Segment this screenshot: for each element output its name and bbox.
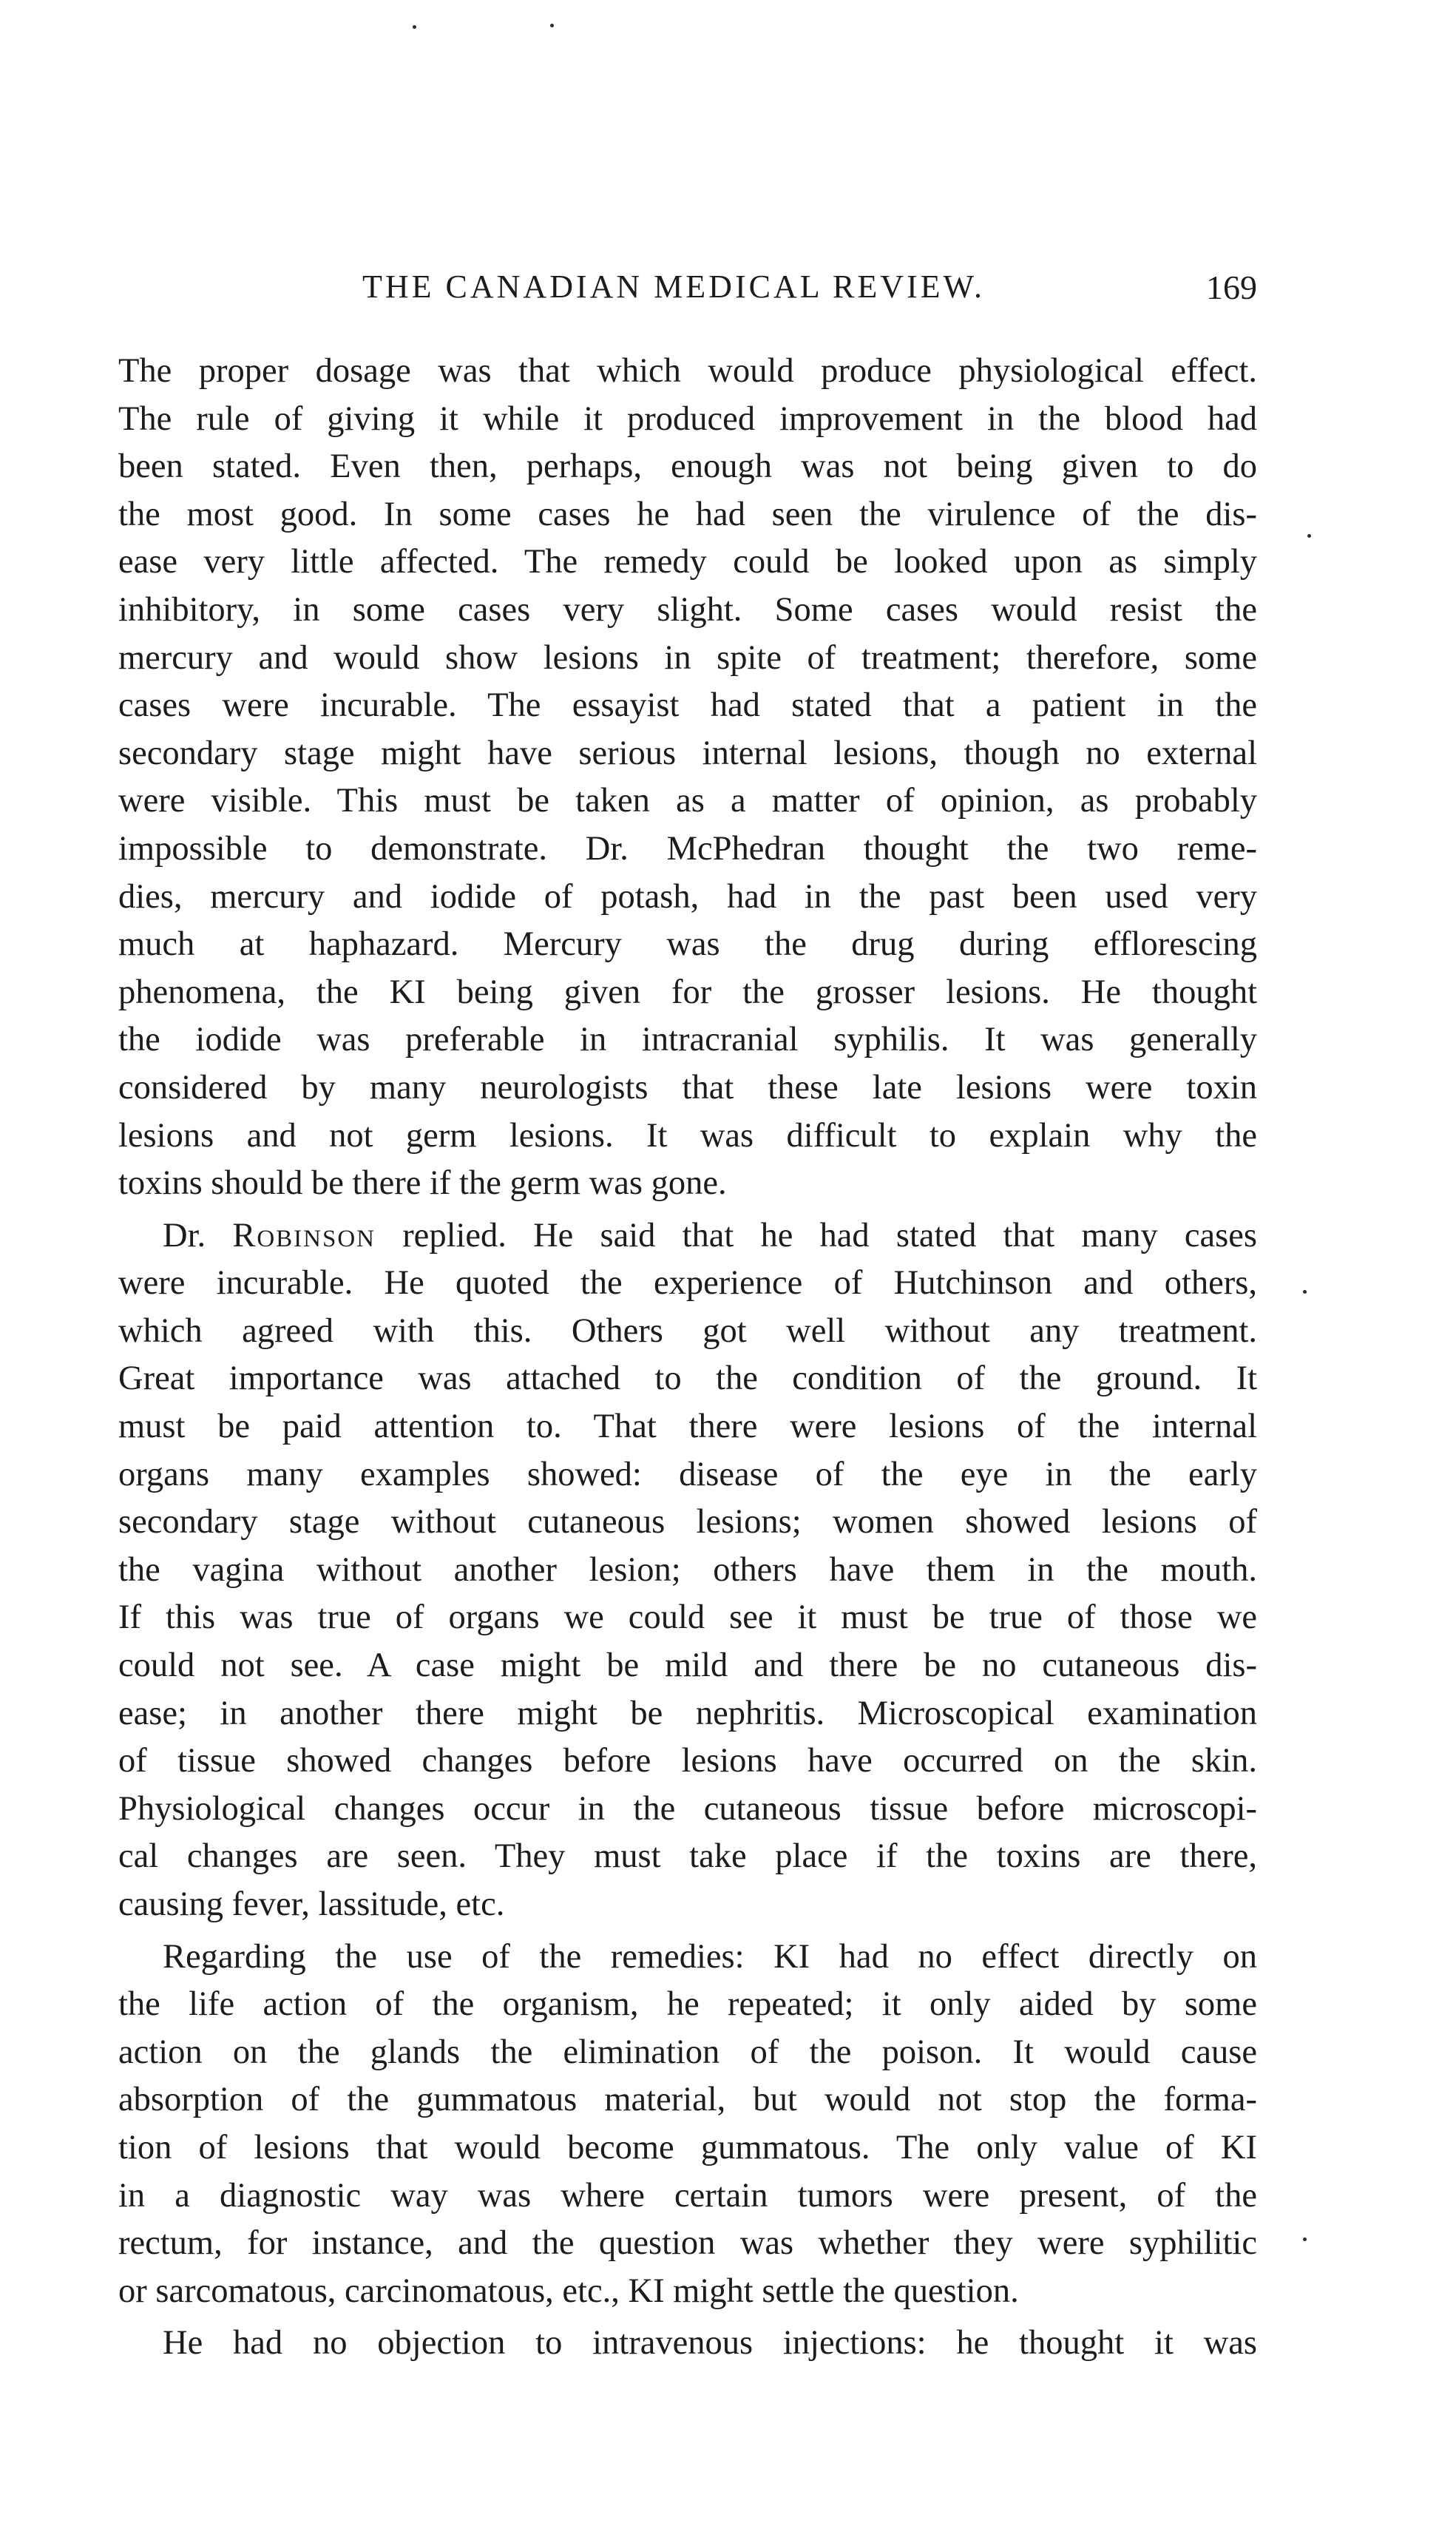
- text-line: inhibitory, in some cases very slight. Some cases would resist the: [118, 590, 1257, 629]
- print-speck: [1307, 534, 1311, 538]
- text-line: or sarcomatous, carcinomatous, etc., KI might settle the question.: [118, 2272, 1019, 2310]
- text-line: Regarding the use of the remedies: KI had no effect directly on: [163, 1937, 1257, 1976]
- text-line: absorption of the gummatous material, but would not stop the forma-: [118, 2081, 1257, 2119]
- text-line: were incurable. He quoted the experience of Hutchinson and others,: [118, 1264, 1257, 1303]
- text-line: Great importance was attached to the condition of the ground. It: [118, 1360, 1257, 1398]
- text-line: cases were incurable. The essayist had stated that a patient in the: [118, 686, 1257, 725]
- body-text: [118, 348, 1257, 2372]
- text-line: the most good. In some cases he had seen the virulence of the dis-: [118, 495, 1257, 533]
- text-line: action on the glands the elimination of the poison. It would cause: [118, 2033, 1257, 2071]
- text-line: ease very little affected. The remedy could be looked upon as simply: [118, 543, 1257, 581]
- text-line: ease; in another there might be nephritis. Microscopical examination: [118, 1694, 1257, 1732]
- text-line: Physiological changes occur in the cutaneous tissue before microscopi-: [118, 1789, 1257, 1828]
- text-line: cal changes are seen. They must take place if the toxins are there,: [118, 1837, 1257, 1876]
- page-number: 169: [1206, 269, 1257, 306]
- text-line: secondary stage might have serious internal lesions, though no external: [118, 734, 1257, 772]
- paragraph-1: [118, 348, 1257, 1208]
- text-line: If this was true of organs we could see it must be true of those we: [118, 1598, 1257, 1637]
- text-line: mercury and would show lesions in spite of treatment; therefore, some: [118, 638, 1257, 677]
- text-line: causing fever, lassitude, etc.: [118, 1885, 505, 1923]
- text-fragment: replied. He said that he had stated that many cases: [376, 1216, 1258, 1254]
- text-line: much at haphazard. Mercury was the drug during efflorescing: [118, 925, 1257, 964]
- text-line: dies, mercury and iodide of potash, had in the past been used very: [118, 877, 1257, 916]
- paragraph-3: [118, 1934, 1257, 2316]
- speaker-name: Robinson: [232, 1216, 376, 1254]
- text-line: The rule of giving it while it produced improvement in the blood had: [118, 399, 1257, 438]
- print-speck: [1303, 1290, 1307, 1294]
- text-line: the life action of the organism, he repeated; it only aided by some: [118, 1985, 1257, 2024]
- print-speck: [413, 25, 416, 29]
- paragraph-4: [118, 2320, 1257, 2368]
- text-line: He had no objection to intravenous injections: he thought it was: [163, 2324, 1257, 2363]
- text-line: tion of lesions that would become gummatous. The only value of KI: [118, 2128, 1257, 2167]
- paragraph-2: [118, 1212, 1257, 1929]
- text-line: the vagina without another lesion; others have them in the mouth.: [118, 1550, 1257, 1589]
- text-line: were visible. This must be taken as a matter of opinion, as probably: [118, 782, 1257, 820]
- print-speck: [1303, 2238, 1307, 2241]
- running-title: THE CANADIAN MEDICAL REVIEW.: [362, 269, 985, 305]
- text-line: in a diagnostic way was where certain tumors were present, of the: [118, 2176, 1257, 2215]
- text-line: must be paid attention to. That there were lesions of the internal: [118, 1408, 1257, 1446]
- text-line: of tissue showed changes before lesions have occurred on the skin.: [118, 1742, 1257, 1780]
- speaker-prefix: Dr.: [163, 1216, 233, 1254]
- text-line: considered by many neurologists that these late lesions were toxin: [118, 1068, 1257, 1107]
- print-speck: [550, 24, 554, 27]
- text-line: been stated. Even then, perhaps, enough was not being given to do: [118, 448, 1257, 486]
- text-line: [118, 1212, 1257, 1260]
- text-line: could not see. A case might be mild and there be no cutaneous dis-: [118, 1647, 1257, 1685]
- text-line: secondary stage without cutaneous lesions; women showed lesions of: [118, 1503, 1257, 1541]
- text-line: lesions and not germ lesions. It was difficult to explain why the: [118, 1116, 1257, 1155]
- text-line: rectum, for instance, and the question was whether they were syphilitic: [118, 2224, 1257, 2263]
- running-head: [118, 268, 1257, 320]
- text-line: organs many examples showed: disease of the eye in the early: [118, 1455, 1257, 1493]
- text-line: The proper dosage was that which would produce physiological effect.: [118, 352, 1257, 390]
- text-line: which agreed with this. Others got well without any treatment.: [118, 1311, 1257, 1350]
- text-line: toxins should be there if the germ was gone.: [118, 1164, 727, 1203]
- text-line: impossible to demonstrate. Dr. McPhedran thought the two reme-: [118, 829, 1257, 868]
- text-line: the iodide was preferable in intracranial syphilis. It was generally: [118, 1021, 1257, 1059]
- text-line: phenomena, the KI being given for the grosser lesions. He thought: [118, 973, 1257, 1011]
